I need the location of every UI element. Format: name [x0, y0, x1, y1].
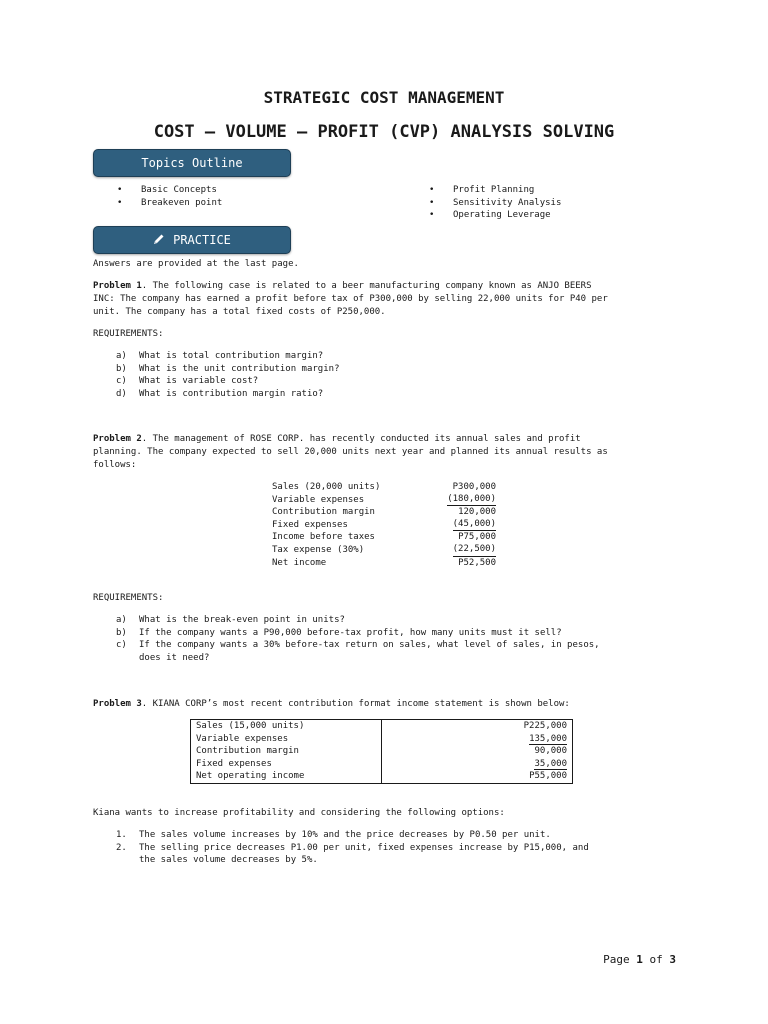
topics-outline-banner [93, 149, 291, 177]
of-word: of [649, 953, 663, 966]
page-indicator [560, 953, 676, 966]
pencil-icon [153, 233, 165, 248]
topics-outline-heading: Topics Outline [141, 156, 243, 170]
table-row: Net operating income P55,000 [191, 770, 573, 783]
table-row: Fixed expenses 35,000 [191, 758, 573, 771]
statement-row: Income before taxes P75,000 [272, 532, 496, 543]
practice-heading: PRACTICE [173, 233, 231, 247]
rose-income-statement [272, 481, 496, 569]
total-pages: 3 [669, 953, 676, 966]
topics-left-list [117, 184, 222, 209]
statement-row: Sales (20,000 units) P300,000 [272, 482, 496, 492]
problem1-line: unit. The company has a total fixed costs of P250,000. [93, 306, 386, 317]
list-item: does it need? [139, 652, 210, 663]
list-item: • Breakeven point [117, 197, 222, 210]
statement-row: Fixed expenses (45,000) [272, 518, 496, 530]
list-item: a) What is the break-even point in units? [116, 615, 345, 625]
problem2-line: . The management of ROSE CORP. has recently conducted its annual sales and profit [141, 434, 581, 444]
list-item: • Profit Planning [429, 184, 561, 197]
list-item: a) What is total contribution margin? [116, 351, 324, 361]
topics-right-list [429, 184, 561, 222]
answers-note: Answers are provided at the last page. [93, 259, 299, 269]
table-row: Variable expenses 135,000 [191, 733, 573, 746]
list-item: 2. The selling price decreases P1.00 per unit, fixed expenses increase by P15,000, and [116, 842, 589, 853]
problem3-line: . KIANA CORP’s most recent contribution format income statement is shown below: [141, 699, 570, 709]
list-item: • Sensitivity Analysis [429, 197, 561, 210]
statement-row: Tax expense (30%) (22,500) [272, 543, 496, 555]
statement-row: Net income P52,500 [272, 557, 496, 568]
problem1-text [93, 280, 675, 318]
list-item: b) What is the unit contribution margin? [116, 363, 340, 374]
list-item: c) If the company wants a 30% before-tax return on sales, what level of sales, in pesos, [116, 640, 600, 651]
kiana-income-statement [190, 719, 573, 784]
list-item: b) If the company wants a P90,000 before-tax profit, how many units must it sell? [116, 627, 562, 638]
problem2-line: planning. The company expected to sell 20,000 units next year and planned its annual results as [93, 446, 608, 457]
document-subtitle: COST – VOLUME – PROFIT (CVP) ANALYSIS SOLVING [153, 122, 615, 142]
list-item: 1. The sales volume increases by 10% and the price decreases by P0.50 per unit. [116, 830, 551, 840]
document-title: STRATEGIC COST MANAGEMENT [263, 88, 505, 107]
statement-row: Variable expenses (180,000) [272, 493, 496, 505]
problem3-text [93, 698, 675, 711]
list-item: c) What is variable cost? [116, 376, 259, 387]
problem2-text [93, 433, 675, 471]
problem3-options [116, 829, 589, 867]
list-item: • Operating Leverage [429, 209, 561, 222]
problem1-line: . The following case is related to a beer manufacturing company known as ANJO BEERS [141, 281, 592, 291]
table-row: Contribution margin 90,000 [191, 745, 573, 758]
page-word: Page [603, 953, 630, 966]
list-item: • Basic Concepts [117, 184, 222, 197]
problem1-line: INC: The company has earned a profit before tax of P300,000 by selling 22,000 units for P40 per [93, 293, 608, 304]
problem3-intro: Kiana wants to increase profitability and considering the following options: [93, 808, 505, 818]
table-row: Sales (15,000 units) P225,000 [191, 720, 573, 733]
problem1-requirements [116, 350, 339, 400]
list-item: d) What is contribution margin ratio? [116, 388, 324, 399]
problem1-requirements-title: REQUIREMENTS: [93, 329, 164, 339]
practice-banner [93, 226, 291, 254]
problem2-line: follows: [93, 459, 137, 470]
statement-row: Contribution margin 120,000 [272, 507, 496, 518]
problem1-label: Problem 1 [93, 281, 142, 291]
problem3-label: Problem 3 [93, 699, 142, 709]
problem2-requirements [116, 614, 600, 664]
problem2-requirements-title: REQUIREMENTS: [93, 593, 164, 603]
problem2-label: Problem 2 [93, 434, 142, 444]
list-item: the sales volume decreases by 5%. [139, 855, 318, 866]
current-page: 1 [636, 953, 643, 966]
